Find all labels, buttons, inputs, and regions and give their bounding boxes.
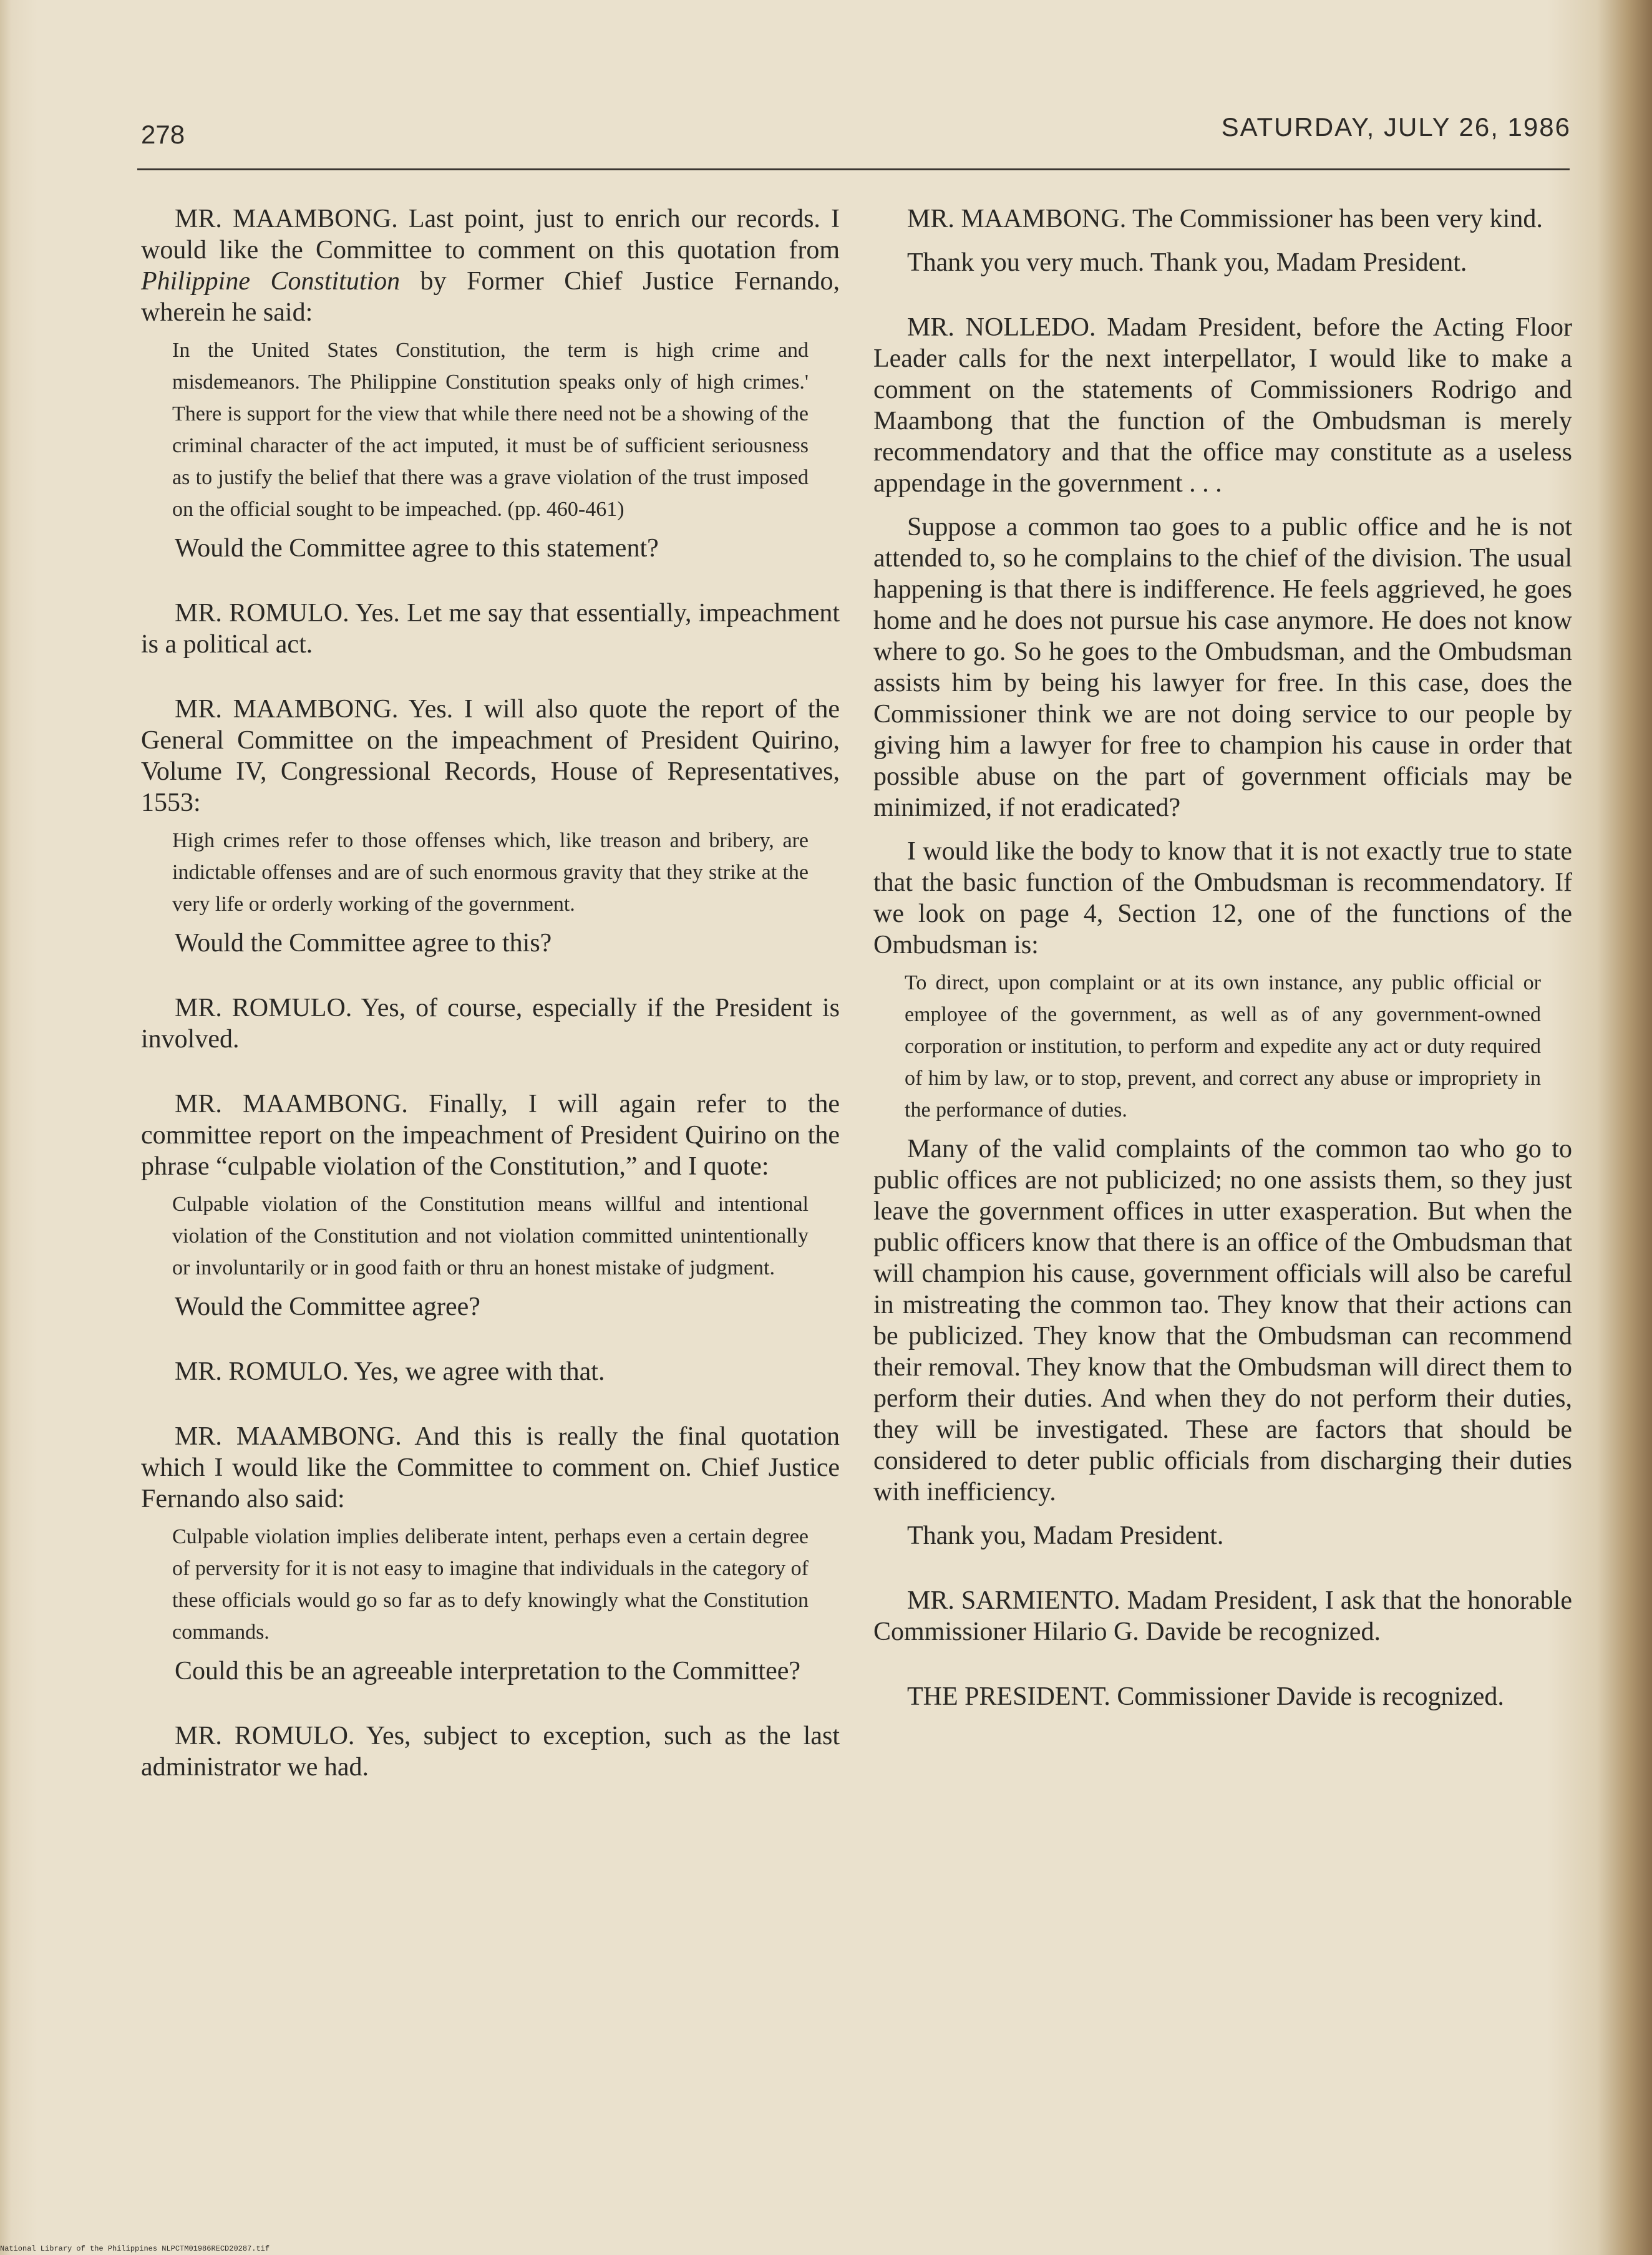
page-number: 278 (141, 120, 185, 149)
block-quote: In the United States Constitution, the term is high crime and misdemeanors. The Philippine Constitution speaks only of high crimes.' There is support for the view that while there need not be a showing of the criminal character of the act imputed, it must be of sufficient seriousness as to justify the belief that there was a grave violation of the trust imposed on the official sought to be impeached. (pp. 460-461) (172, 339, 809, 521)
paragraph: MR. ROMULO. Yes, subject to exception, such as the last administrator we had. (141, 1722, 840, 1782)
paragraph: Thank you, Madam President. (907, 1521, 1224, 1550)
left-column (141, 203, 840, 1783)
page-date: SATURDAY, JULY 26, 1986 (1221, 112, 1571, 142)
right-column (873, 203, 1572, 1712)
block-quote: Culpable violation of the Constitution means willful and intentional violation of the Constitution and not violation committed unintentionally or involuntarily or in good faith or thru an honest mistake of judgment. (172, 1193, 809, 1279)
paragraph: MR. NOLLEDO. Madam President, before the Acting Floor Leader calls for the next interpellator, I would like to make a comment on the statements of Commissioners Rodrigo and Maambong that the function of the Ombudsman is merely recommendatory and that the office may constitute as a useless appendage in the government . . . (873, 313, 1572, 498)
book-title: Philippine Constitution (141, 267, 401, 296)
block-quote: Culpable violation implies deliberate intent, perhaps even a certain degree of perversity for it is not easy to imagine that individuals in the category of these officials would go so far as to defy knowingly what the Constitution commands. (172, 1525, 809, 1644)
paragraph: Thank you very much. Thank you, Madam President. (907, 248, 1467, 277)
block-quote: High crimes refer to those offenses which, like treason and bribery, are indictable offenses and are of such enormous gravity that they strike at the very life or orderly working of the government. (172, 829, 809, 916)
paragraph: Would the Committee agree? (175, 1292, 480, 1321)
paragraph: MR. ROMULO. Yes. Let me say that essentially, impeachment is a political act. (141, 599, 840, 659)
paragraph: Would the Committee agree to this statement? (175, 534, 659, 563)
paragraph: MR. ROMULO. Yes, of course, especially if the President is involved. (141, 994, 840, 1054)
text-span: by Former Chief Justice Fernando, wherein he said: (141, 267, 840, 327)
paragraph: I would like the body to know that it is not exactly true to state that the basic function of the Ombudsman is recommendatory. If we look on page 4, Section 12, one of the functions of the Ombudsman is: (873, 837, 1572, 959)
paragraph: MR. ROMULO. Yes, we agree with that. (175, 1357, 605, 1386)
header-rule (137, 168, 1570, 170)
paragraph: MR. MAAMBONG. Yes. I will also quote the report of the General Committee on the impeachment of President Quirino, Volume IV, Congressional Records, House of Representatives, 1553: (141, 695, 840, 817)
paragraph: Suppose a common tao goes to a public office and he is not attended to, so he complains to the chief of the division. The usual happening is that there is indifference. He feels aggrieved, he goes home and he does not pursue his case anymore. He does not know where to go. So he goes to the Ombudsman, and the Ombudsman assists him by being his lawyer for free. In this case, does the Commissioner think we are not doing service to our people by giving him a lawyer for free to champion his cause in order that possible abuse on the part of government officials may be minimized, if not eradicated? (873, 513, 1572, 822)
paragraph (141, 203, 840, 328)
paragraph: MR. SARMIENTO. Madam President, I ask that the honorable Commissioner Hilario G. Davide be recognized. (873, 1586, 1572, 1646)
paragraph: Would the Committee agree to this? (175, 929, 552, 958)
scan-footer: National Library of the Philippines NLPCTM01986RECD20287.tif (0, 2244, 270, 2253)
paragraph: MR. MAAMBONG. And this is really the final quotation which I would like the Committee to comment on. Chief Justice Fernando also said: (141, 1422, 840, 1513)
block-quote: To direct, upon complaint or at its own instance, any public official or employee of the government, as well as of any government-owned corporation or institution, to perform and expedite any act or duty required of him by law, or to stop, prevent, and correct any abuse or impropriety in the performance of duties. (905, 971, 1541, 1122)
paragraph: Many of the valid complaints of the common tao who go to public offices are not publicized; no one assists them, so they just leave the government offices in utter exasperation. But when the public officers know that there is an office of the Ombudsman that will champion his cause, government officials will also be careful in mistreating the common tao. They know that their actions can be publicized. They know that the Ombudsman can recommend their removal. They know that the Ombudsman will direct them to perform their duties. And when they do not perform their duties, they will be investigated. These are factors that should be considered to deter public officials from discharging their duties with inefficiency. (873, 1135, 1572, 1506)
paragraph: MR. MAAMBONG. The Commissioner has been very kind. (907, 205, 1543, 233)
text-span: MR. MAAMBONG. Last point, just to enrich our records. I would like the Committee to comment on this quotation from (141, 205, 840, 264)
paragraph: MR. MAAMBONG. Finally, I will again refer to the committee report on the impeachment of President Quirino on the phrase “culpable violation of the Constitution,” and I quote: (141, 1090, 840, 1181)
paragraph: Could this be an agreeable interpretation to the Committee? (175, 1657, 801, 1685)
paragraph: THE PRESIDENT. Commissioner Davide is recognized. (907, 1682, 1504, 1711)
page-header (141, 105, 1571, 155)
